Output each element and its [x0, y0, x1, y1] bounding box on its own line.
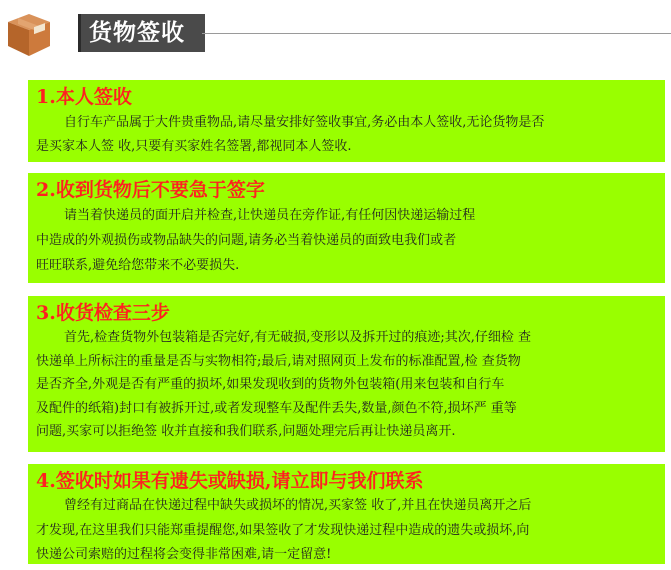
page-title: 货物签收 [89, 20, 185, 46]
page-header [0, 0, 671, 62]
section-heading: 2.收到货物后不要急于签字 [36, 179, 265, 201]
section-contact-on-loss [28, 464, 665, 564]
section-body [36, 203, 659, 278]
section-body [36, 111, 659, 159]
section-body [36, 326, 659, 444]
body-line: 问题,买家可以拒绝签 收并直接和我们联系,问题处理完后再让快递员离开. [36, 424, 456, 440]
header-divider [202, 33, 671, 34]
section-heading: 1.本人签收 [36, 86, 132, 108]
body-line: 是买家本人签 收,只要有买家姓名签署,都视同本人签收. [36, 139, 352, 154]
body-line: 快递单上所标注的重量是否与实物相符;最后,请对照网页上发布的标准配置,检 查货物 [36, 353, 521, 369]
section-three-inspection-steps [28, 296, 665, 452]
body-line: 快递公司索赔的过程将会变得非常困难,请一定留意! [36, 547, 332, 562]
section-signature-by-self [28, 80, 665, 162]
section-body [36, 494, 659, 568]
section-heading: 3.收货检查三步 [36, 302, 170, 324]
section-heading: 4.签收时如果有遗失或缺损,请立即与我们联系 [36, 470, 424, 492]
body-line: 及配件的纸箱)封口有被拆开过,或者发现整车及配件丢失,数量,颜色不符,损坏严 重等 [36, 400, 517, 416]
page-title-bar [78, 14, 205, 52]
shipping-box-icon [4, 8, 54, 58]
body-line: 是否齐全,外观是否有严重的损坏,如果发现收到的货物外包装箱(用来包装和自行车 [36, 377, 505, 393]
body-line: 首先,检查货物外包装箱是否完好,有无破损,变形以及拆开过的痕迹;其次,仔细检 查 [64, 330, 532, 345]
body-line: 旺旺联系,避免给您带来不必要损失. [36, 258, 240, 273]
body-line: 中造成的外观损伤或物品缺失的问题,请务必当着快递员的面致电我们或者 [36, 233, 457, 248]
section-dont-sign-immediately [28, 173, 665, 283]
body-line: 曾经有过商品在快递过程中缺失或损坏的情况,买家签 收了,并且在快递员离开之后 [64, 498, 532, 513]
body-line: 自行车产品属于大件贵重物品,请尽量安排好签收事宜,务必由本人签收,无论货物是否 [64, 115, 545, 130]
body-line: 请当着快递员的面开启并检查,让快递员在旁作证,有任何因快递运输过程 [64, 208, 476, 223]
body-line: 才发现,在这里我们只能郑重提醒您,如果签收了才发现快递过程中造成的遗失或损坏,向 [36, 522, 530, 538]
